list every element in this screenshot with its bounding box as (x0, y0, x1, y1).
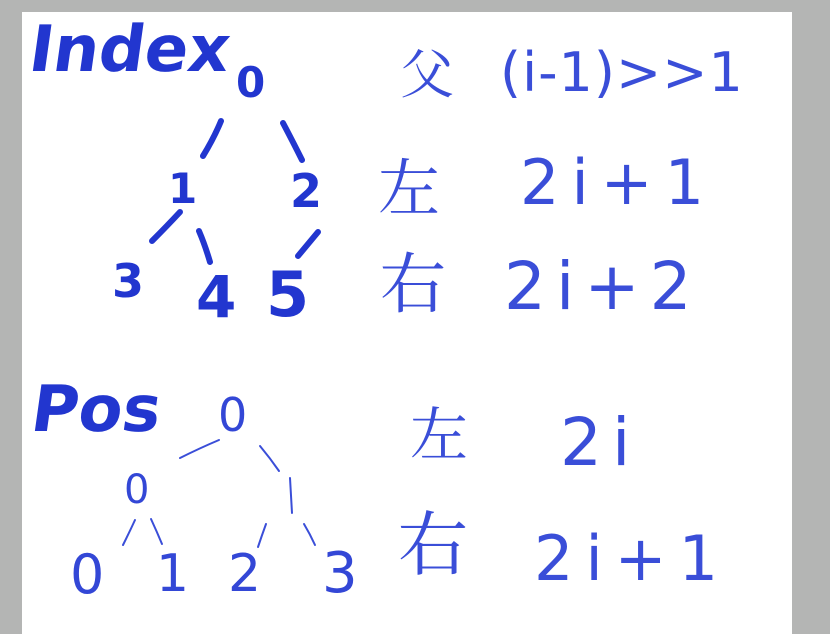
edge-pos-left-1 (151, 519, 162, 544)
pos-left-label: 左 (410, 401, 473, 469)
pos-heading: Pos (26, 373, 167, 447)
index-node-4: 4 (196, 263, 237, 331)
index-node-1: 1 (168, 164, 198, 213)
pos-leaf-1: 1 (156, 544, 190, 604)
index-right-expr: 2i+2 (504, 248, 702, 325)
pos-left-expr: 2i (560, 404, 641, 481)
pos-leaf-2: 2 (228, 544, 262, 604)
pos-node-root: 0 (218, 388, 248, 442)
index-left-expr: 2i+1 (520, 146, 717, 219)
pos-node-left: 0 (124, 467, 150, 513)
index-heading: Index (24, 13, 236, 87)
index-parent-expr: (i-1)>>1 (500, 41, 744, 104)
edge-pos-vertical (290, 478, 292, 513)
index-left-label: 左 (378, 152, 445, 225)
pos-right-expr: 2i+1 (534, 522, 731, 595)
edge-pos-right-3 (304, 524, 315, 545)
pos-right-label: 右 (398, 504, 472, 586)
index-node-5: 5 (266, 258, 310, 331)
edge-index-1-4 (199, 231, 210, 262)
edge-pos-root-left (180, 440, 219, 458)
index-right-label: 右 (380, 246, 450, 323)
index-node-0: 0 (236, 58, 266, 107)
index-parent-label: 父 (400, 43, 458, 106)
edge-index-2-5 (298, 232, 318, 256)
edge-pos-root-right (260, 446, 279, 471)
index-node-3: 3 (112, 254, 145, 308)
edge-index-1-3 (152, 212, 180, 241)
edge-index-0-2 (283, 123, 302, 160)
pos-leaf-3: 3 (322, 541, 358, 606)
index-node-2: 2 (290, 164, 323, 218)
edge-index-0-1 (203, 121, 221, 156)
edge-pos-left-0 (123, 520, 135, 545)
pos-leaf-0: 0 (70, 543, 105, 606)
